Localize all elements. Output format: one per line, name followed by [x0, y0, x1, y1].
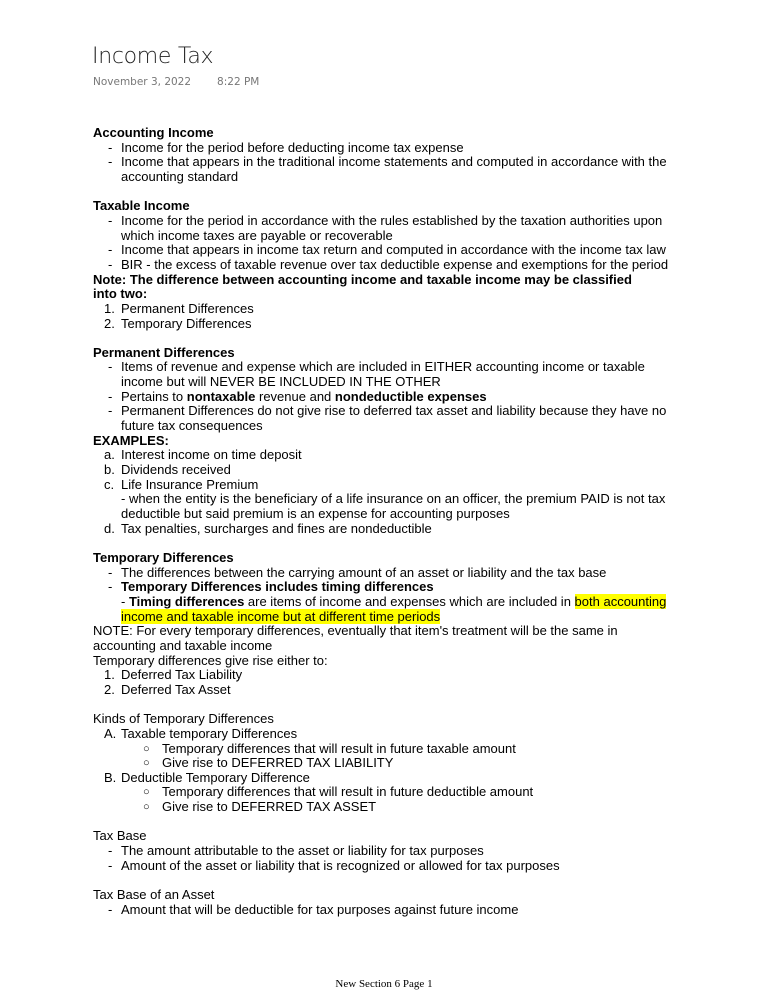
- list-item: - Amount of the asset or liability that is recognized or allowed for tax purposes: [108, 857, 560, 873]
- heading-permanent-differences: Permanent Differences: [93, 344, 235, 360]
- heading-kinds: Kinds of Temporary Differences: [93, 711, 274, 727]
- list-item: - BIR - the excess of taxable revenue over tax deductible expense and exemptions for the period: [108, 256, 669, 272]
- list-item: ○ Temporary differences that will result in future deductible amount: [143, 784, 534, 800]
- note-classification: Note: The difference between accounting income and taxable income may be classified into two:: [93, 271, 632, 302]
- timing-differences-note: - Timing differences are items of income and expenses which are included in both accounting income and taxable income but at different time periods: [121, 593, 667, 624]
- list-item: a. Interest income on time deposit: [104, 447, 302, 463]
- heading-taxable-income: Taxable Income: [93, 198, 190, 214]
- list-item: 1. Deferred Tax Liability: [104, 667, 243, 683]
- heading-temporary-differences: Temporary Differences: [93, 549, 234, 565]
- list-item: b. Dividends received: [104, 462, 231, 478]
- page-time: 8:22 PM: [217, 76, 260, 88]
- list-item: ○ Give rise to DEFERRED TAX ASSET: [143, 799, 377, 815]
- list-item: ○ Give rise to DEFERRED TAX LIABILITY: [143, 755, 394, 771]
- life-insurance-note: - when the entity is the beneficiary of a life insurance on an officer, the premium PAID is not tax deductible but said premium is an expense for accounting purposes: [121, 491, 666, 522]
- heading-accounting-income: Accounting Income: [93, 125, 214, 140]
- temporary-note: NOTE: For every temporary differences, eventually that item's treatment will be the same in accounting and taxable income: [93, 623, 618, 653]
- list-item: 2. Temporary Differences: [104, 315, 252, 331]
- highlighted-text: both accounting income and taxable income but at different time periods: [121, 593, 667, 624]
- temporary-rise: Temporary differences give rise either to:: [93, 652, 328, 668]
- page-title: Income Tax: [92, 44, 214, 69]
- list-item: - The differences between the carrying amount of an asset or liability and the tax base: [108, 564, 607, 580]
- note-body: [93, 126, 683, 917]
- heading-tax-base: Tax Base: [93, 828, 147, 844]
- list-item: - Pertains to nontaxable revenue and nondeductible expenses: [108, 388, 487, 404]
- list-item: ○ Temporary differences that will result in future taxable amount: [143, 740, 516, 756]
- page-footer: New Section 6 Page 1: [335, 978, 433, 990]
- list-item: - Temporary Differences includes timing differences: [108, 579, 434, 595]
- list-item: A. Taxable temporary Differences: [104, 725, 298, 741]
- heading-tax-base-asset: Tax Base of an Asset: [93, 887, 215, 903]
- list-item: - Income that appears in the traditional income statements and computed in accordance with the accounting standard: [108, 154, 667, 184]
- list-item: - Income for the period before deducting income tax expense: [108, 139, 464, 155]
- page-date: November 3, 2022: [93, 76, 192, 88]
- list-item: - Income that appears in income tax return and computed in accordance with the income tax law: [108, 242, 666, 258]
- list-item: - The amount attributable to the asset or liability for tax purposes: [108, 843, 484, 859]
- list-item: - Income for the period in accordance with the rules established by the taxation authorities upon which income taxes are payable or recoverable: [108, 212, 663, 243]
- list-item: c. Life Insurance Premium: [104, 476, 259, 492]
- list-item: - Items of revenue and expense which are included in EITHER accounting income or taxable income but will NEVER BE INCLUDED IN THE OTHER: [108, 359, 645, 390]
- list-item: - Permanent Differences do not give rise to deferred tax asset and liability because they have no future tax consequences: [108, 403, 667, 434]
- list-item: 2. Deferred Tax Asset: [104, 681, 231, 697]
- list-item: d. Tax penalties, surcharges and fines are nondeductible: [104, 520, 432, 536]
- list-item: - Amount that will be deductible for tax purposes against future income: [108, 901, 519, 917]
- page-meta: [93, 76, 259, 88]
- list-item: 1. Permanent Differences: [104, 300, 254, 316]
- list-item: B. Deductible Temporary Difference: [104, 769, 310, 785]
- heading-examples: EXAMPLES:: [93, 432, 169, 448]
